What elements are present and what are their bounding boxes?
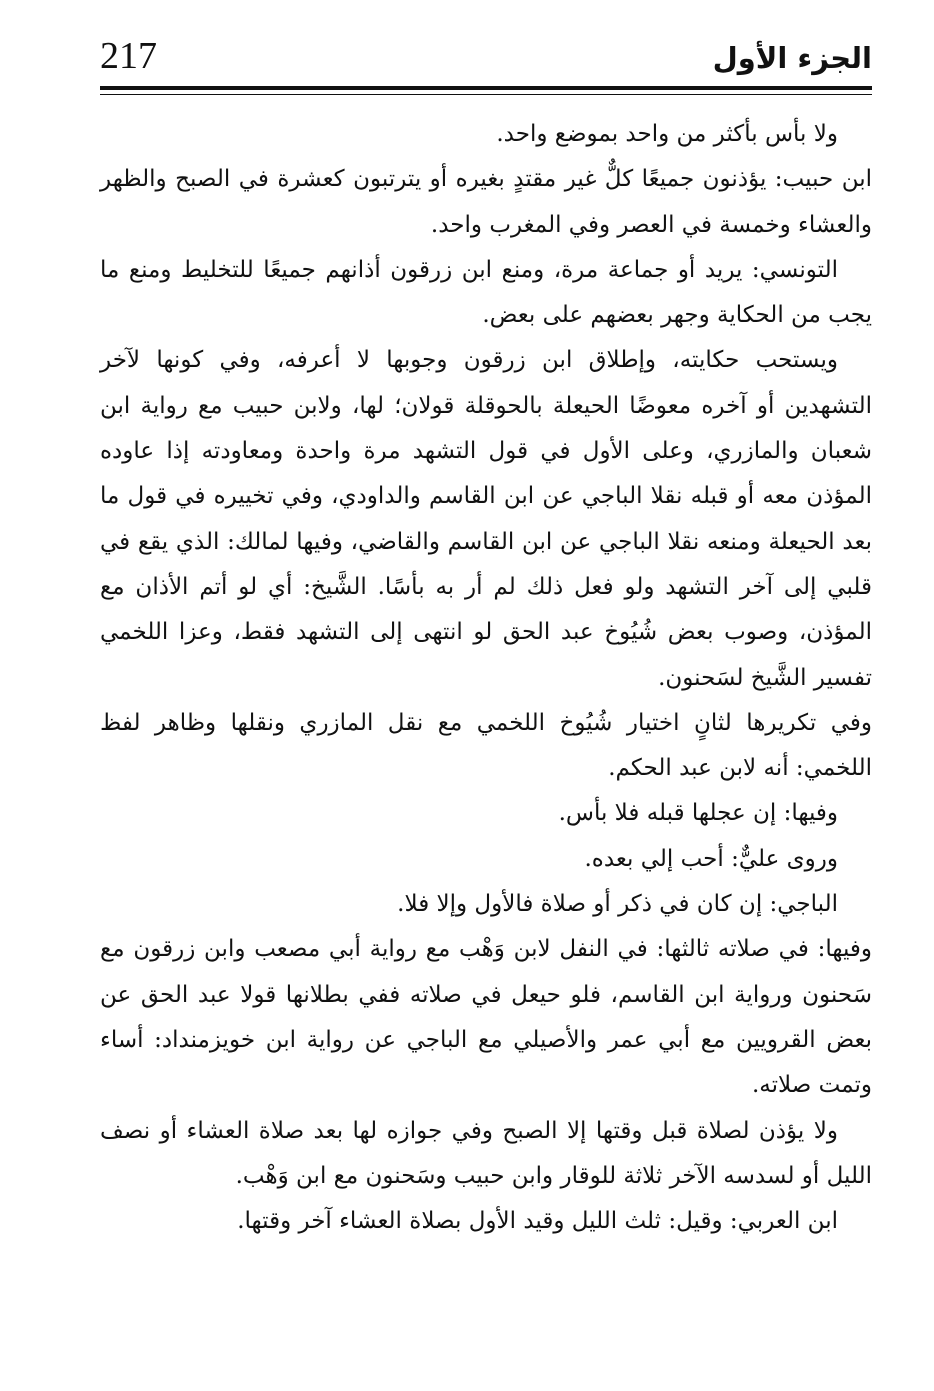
page-number: 217 (100, 35, 157, 77)
paragraph: وروى عليٌّ: أحب إلي بعده. (584, 845, 838, 872)
paragraph: وفيها: في صلاته ثالثها: في النفل لابن وَهْب مع رواية أبي مصعب وابن زرقون مع سَحنون ورواية ابن القاسم، فلو حيعل في صلاته ففي بطلانها قولا عبد الحق عن بعض القرويين مع أبي عمر والأصيلي مع الباجي عن رواية ابن خويزمنداد: أساء وتمت صلاته. (100, 936, 872, 1099)
header-rule-thin (100, 94, 872, 95)
page-header (100, 28, 872, 86)
paragraph: ابن العربي: وقيل: ثلث الليل وقيد الأول بصلاة العشاء آخر وقتها. (237, 1208, 838, 1235)
paragraph: الباجي: إن كان في ذكر أو صلاة فالأول وإلا فلا. (397, 891, 838, 918)
paragraph: التونسي: يريد أو جماعة مرة، ومنع ابن زرقون أذانهم جميعًا للتخليط ومنع ما يجب من الحكاية وجهر بعضهم على بعض. (100, 256, 872, 329)
paragraph: وفيها: إن عجلها قبله فلا بأس. (558, 800, 838, 827)
paragraph: ويستحب حكايته، وإطلاق ابن زرقون وجوبها لا أعرفه، وفي كونها لآخر التشهدين أو آخره معوضًا الحيعلة بالحوقلة قولان؛ لها، ولابن حبيب مع رواية ابن شعبان والمازري، وعلى الأول في قول التشهد مرة واحدة ومعاودته إذا عاوده المؤذن معه أو قبله نقلا الباجي عن ابن القاسم والداودي، وفي تخييره في قول ما بعد الحيعلة ومنعه نقلا الباجي عن ابن القاسم والقاضي، وفيها لمالك: الذي يقع في قلبي إلى آخر التشهد ولو فعل ذلك لم أر به بأسًا. الشَّيخ: أي لو أتم الأذان مع المؤذن، وصوب بعض شُيُوخ عبد الحق لو انتهى إلى التشهد فقط، وعزا اللخمي تفسير الشَّيخ لسَحنون. (100, 347, 872, 691)
running-title: الجزء الأول (712, 41, 872, 75)
paragraph: ابن حبيب: يؤذنون جميعًا كلٌّ غير مقتدٍ بغيره أو يترتبون كعشرة في الصبح والظهر والعشاء وخمسة في العصر وفي المغرب واحد. (100, 166, 872, 238)
header-rule-thick (100, 86, 872, 90)
paragraph: ولا يؤذن لصلاة قبل وقتها إلا الصبح وفي جوازه لها بعد صلاة العشاء أو نصف الليل أو لسدسه الآخر ثلاثة للوقار وابن حبيب وسَحنون مع ابن وَهْب. (100, 1117, 872, 1189)
page-body (100, 112, 872, 1244)
paragraph: وفي تكريرها لثانٍ اختيار شُيُوخ اللخمي مع نقل المازري ونقلها وظاهر لفظ اللخمي: أنه لابن عبد الحكم. (100, 709, 872, 782)
paragraph: ولا بأس بأكثر من واحد بموضع واحد. (496, 121, 838, 147)
